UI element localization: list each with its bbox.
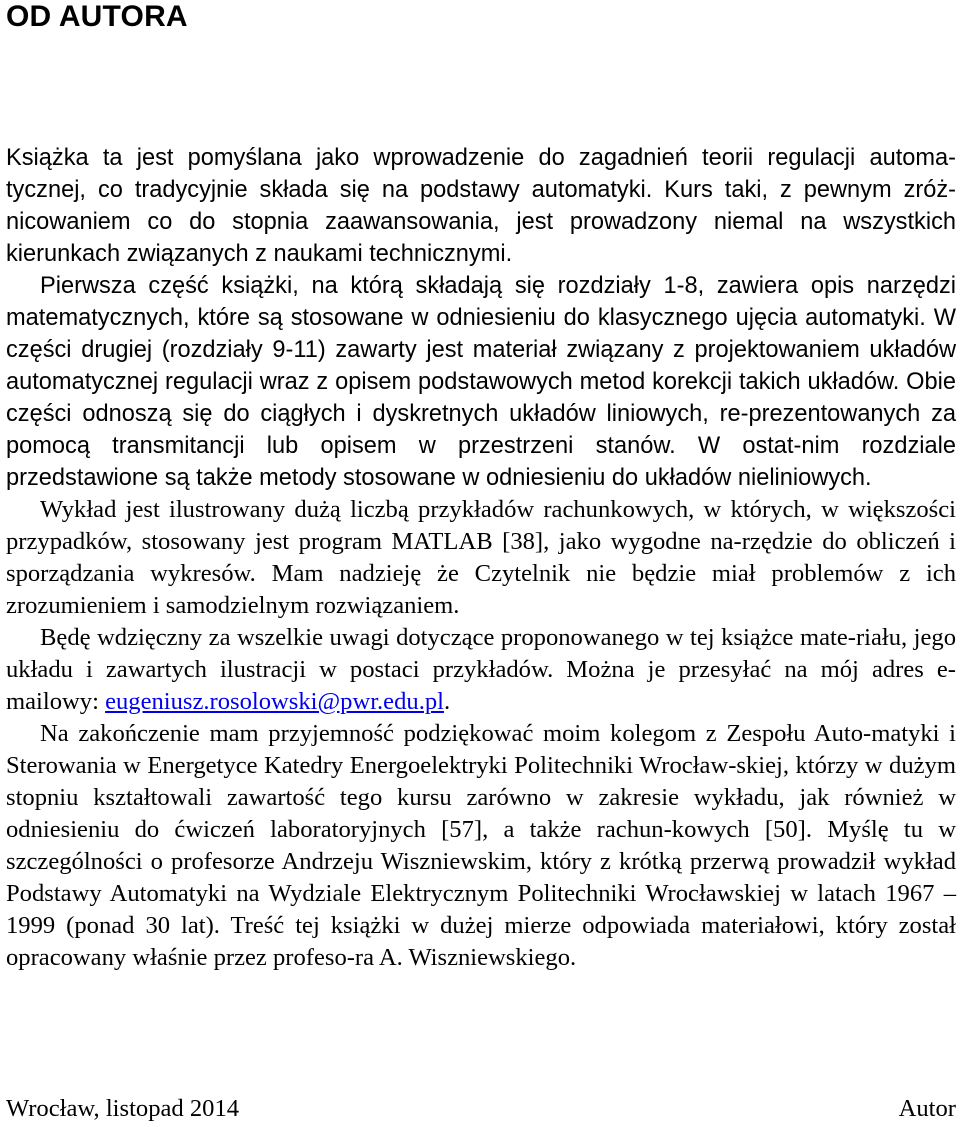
paragraph-feedback-text: Będę wdzięczny za wszelkie uwagi dotyczące proponowanego w tej książce mate-riału, jego układu i zawartych ilustracji w postaci przykładów. Można je przesyłać na mój adres e-mailowy: <box>6 624 956 715</box>
paragraph-structure <box>6 270 956 494</box>
paragraph-feedback <box>6 622 956 718</box>
paragraph-structure-text: Pierwsza część książki, na którą składają się rozdziały 1-8, zawiera opis narzędzi matematycznych, które są stosowane w odniesieniu do klasycznego ujęcia automatyki. <box>6 273 956 331</box>
preface-body <box>6 142 956 974</box>
paragraph-examples <box>6 494 956 622</box>
page-footer <box>6 1093 956 1125</box>
page-title: OD AUTORA <box>6 0 188 33</box>
paragraph-acknowledgements <box>6 718 956 974</box>
paragraph-acknowledgements-text: Na zakończenie mam przyjemność podziękować moim kolegom z Zespołu Auto-matyki i Sterowania w Energetyce Katedry Energoelektryki Politechniki Wrocław-skiej, którzy w dużym stopniu kształtowali zawartość tego kursu zarówno w zakresie wykładu, jak również w odniesieniu do ćwiczeń laboratoryjnych [57], a także rachun-kowych [50]. Myślę tu w szczególności o profesorze Andrzeju Wiszniewskim, który z krótką przerwą prowadził wykład Podstawy Automatyki na Wydziale Elektrycznym Politechniki Wrocławskiej w latach 1967 – 1999 (ponad 30 lat). Treść tej książki w dużej mierze odpowiada materiałowi, który został opracowany właśnie przez profeso-ra A. Wiszniewskiego. <box>6 720 956 971</box>
author-signature: Autor <box>898 1095 956 1122</box>
paragraph-feedback-tail: . <box>443 688 451 715</box>
email-link[interactable]: eugeniusz.rosolowski@pwr.edu.pl <box>105 688 444 715</box>
paragraph-intro <box>6 142 956 270</box>
paragraph-intro-text: Książka ta jest pomyślana jako wprowadzenie do zagadnień teorii regulacji automa-tycznej, co tradycyjnie składa się na podstawy automatyki. Kurs taki, z pewnym zróż-nicowaniem co do stopnia zaawansowania, jest prowadzony niemal na wszystkich kierunkach związanych z naukami technicznymi. <box>6 145 956 267</box>
paragraph-examples-text: Wykład jest ilustrowany dużą liczbą przykładów rachunkowych, w których, w większości przypadków, stosowany jest program MATLAB [38], jako wygodne na-rzędzie do obliczeń i sporządzania wykresów. Mam nadzieję że Czytelnik nie będzie miał problemów z ich zrozumieniem i samodzielnym rozwiązaniem. <box>6 496 956 619</box>
place-date: Wrocław, listopad 2014 <box>6 1095 240 1122</box>
paragraph-structure-rest: W części drugiej (rozdziały 9-11) zawarty jest materiał związany z projektowaniem układów automatycznej regulacji wraz z opisem podstawowych metod korekcji takich układów. Obie części odnoszą się do ciągłych i dyskretnych układów liniowych, re-prezentowanych za pomocą transmitancji lub opisem w przestrzeni stanów. W ostat-nim rozdziale przedstawione są także metody stosowane w odniesieniu do układów nieliniowych. <box>6 305 957 491</box>
